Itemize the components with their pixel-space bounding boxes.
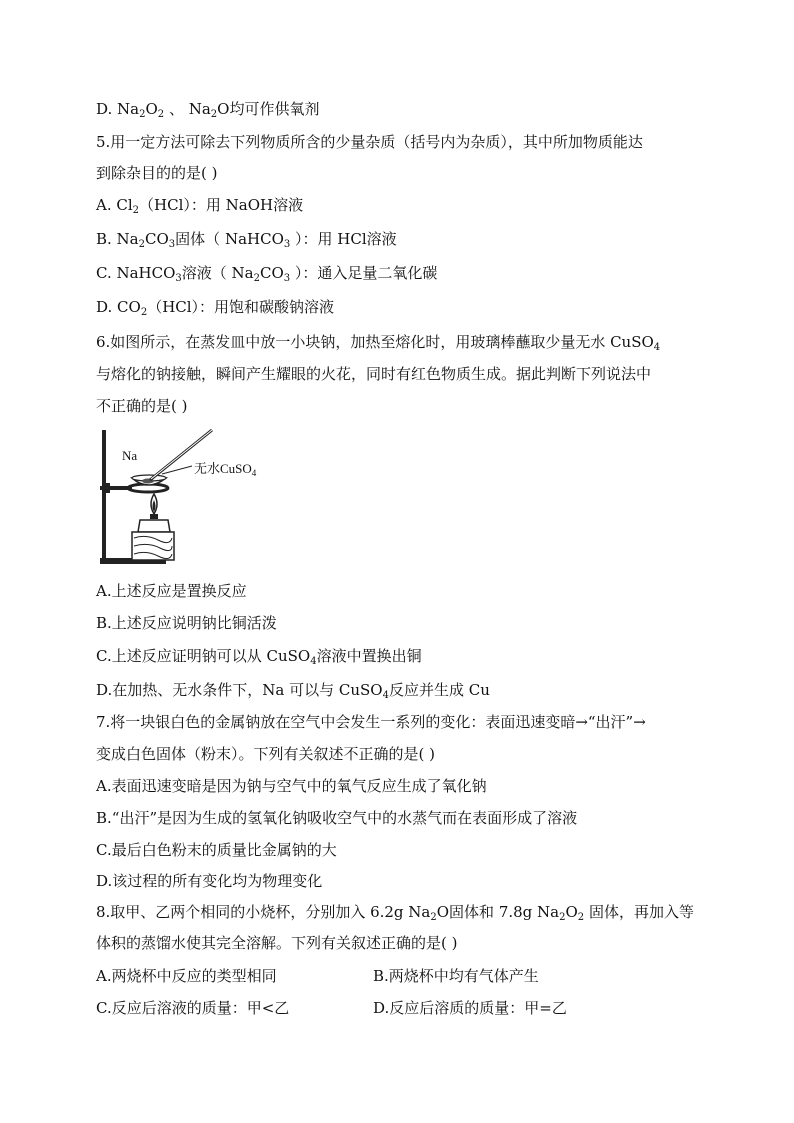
text-seg: （HCl）：用饱和碳酸钠溶液 (147, 298, 335, 316)
subscript: 2 (157, 109, 165, 120)
question-8-option-d: D.反应后溶质的质量：甲=乙 (373, 999, 567, 1017)
alcohol-lamp (138, 520, 170, 532)
question-7-stem-1: 7.将一块银白色的金属钠放在空气中会发生一系列的变化：表面迅速变暗→“出汗”→ (96, 713, 646, 731)
text-seg: B. Na (96, 230, 139, 248)
text-seg: C.上述反应证明钠可以从 CuSO (96, 647, 311, 665)
text-seg: CO (145, 230, 169, 248)
subscript: 2 (210, 109, 218, 120)
subscript: 2 (559, 912, 566, 923)
question-5-option-a (96, 194, 303, 216)
text-seg: O (565, 903, 578, 921)
question-5-option-d (96, 296, 334, 318)
subscript: 3 (283, 273, 291, 284)
question-8-stem-2: 体积的蒸馏水使其完全溶解。下列有关叙述正确的是( ) (96, 934, 458, 952)
question-7-option-b: B.“出汗”是因为生成的氢氧化钠吸收空气中的水蒸气而在表面形成了溶液 (96, 809, 578, 827)
text-seg: 8.取甲、乙两个相同的小烧杯，分别加入 6.2g Na (96, 903, 431, 921)
lamp-wick-holder (150, 514, 158, 519)
wood-block (132, 532, 174, 560)
question-6-option-a: A.上述反应是置换反应 (96, 582, 247, 600)
question-5-stem-2: 到除杂目的的是( ) (96, 164, 218, 182)
subscript: 2 (577, 912, 585, 923)
text-seg: 、 Na (164, 100, 211, 118)
text-seg: 固体（ NaHCO (175, 230, 284, 248)
question-5-option-b (96, 228, 397, 250)
text-seg: D. Na (96, 100, 140, 118)
subscript: 2 (253, 273, 260, 284)
subscript: 2 (139, 109, 146, 120)
text-seg: D. CO (96, 298, 141, 316)
question-8-option-c: C.反应后溶液的质量：甲<乙 (96, 999, 290, 1017)
text-seg: O均可作供氧剂 (217, 100, 320, 118)
text-seg: O (145, 100, 158, 118)
question-8-stem-1 (96, 901, 694, 923)
question-5-option-c (96, 262, 437, 284)
question-6-stem-2: 与熔化的钠接触，瞬间产生耀眼的火花，同时有红色物质生成。据此判断下列说法中 (96, 365, 652, 383)
subscript: 2 (140, 307, 148, 318)
text-seg: O固体和 7.8g Na (436, 903, 560, 921)
subscript: 4 (653, 342, 661, 353)
subscript: 2 (430, 912, 437, 923)
text-seg: CO (260, 264, 284, 282)
text-seg: D.在加热、无水条件下，Na 可以与 CuSO (96, 681, 383, 699)
subscript: 4 (382, 690, 389, 701)
question-6-stem-3: 不正确的是( ) (96, 397, 188, 415)
question-6-option-d (96, 679, 490, 701)
question-8-option-b: B.两烧杯中均有气体产生 (373, 967, 539, 985)
text-seg: ）：通入足量二氧化碳 (290, 264, 438, 282)
label-cuso4-text: 无水CuSO (194, 461, 252, 476)
option-d-prev (96, 98, 319, 120)
text-seg: A. Cl (96, 196, 133, 214)
subscript: 2 (138, 239, 146, 250)
subscript: 4 (251, 468, 257, 478)
question-7-option-a: A.表面迅速变暗是因为钠与空气中的氧气反应生成了氧化钠 (96, 777, 487, 795)
label-cuso4 (194, 458, 256, 477)
question-7-option-d: D.该过程的所有变化均为物理变化 (96, 872, 323, 890)
apparatus-figure (96, 428, 296, 570)
question-8-option-a: A.两烧杯中反应的类型相同 (96, 967, 277, 985)
question-5-stem-1: 5.用一定方法可除去下列物质所含的少量杂质（括号内为杂质），其中所加物质能达 (96, 133, 643, 151)
subscript: 3 (283, 239, 291, 250)
question-7-stem-2: 变成白色固体（粉末）。下列有关叙述不正确的是( ) (96, 745, 435, 763)
subscript: 4 (310, 656, 317, 667)
text-seg: （HCl）：用 NaOH溶液 (139, 196, 304, 214)
text-seg: C. NaHCO (96, 264, 176, 282)
question-6-option-b: B.上述反应说明钠比铜活泼 (96, 614, 277, 632)
subscript: 3 (168, 239, 176, 250)
text-seg: 反应并生成 Cu (388, 681, 490, 699)
stand-pole (102, 430, 106, 560)
text-seg: 固体，再加入等 (584, 903, 694, 921)
text-seg: 溶液中置换出铜 (316, 647, 422, 665)
question-6-stem-1 (96, 331, 660, 353)
question-6-option-c (96, 645, 422, 667)
subscript: 3 (175, 273, 182, 284)
label-na: Na (122, 448, 138, 463)
question-7-option-c: C.最后白色粉末的质量比金属钠的大 (96, 841, 337, 859)
subscript: 2 (132, 205, 140, 216)
clamp-knob (104, 483, 110, 493)
text-seg: 溶液（ Na (181, 264, 254, 282)
text-seg: ）：用 HCl溶液 (290, 230, 397, 248)
text-seg: 6.如图所示，在蒸发皿中放一小块钠，加热至熔化时，用玻璃棒蘸取少量无水 CuSO (96, 333, 654, 351)
